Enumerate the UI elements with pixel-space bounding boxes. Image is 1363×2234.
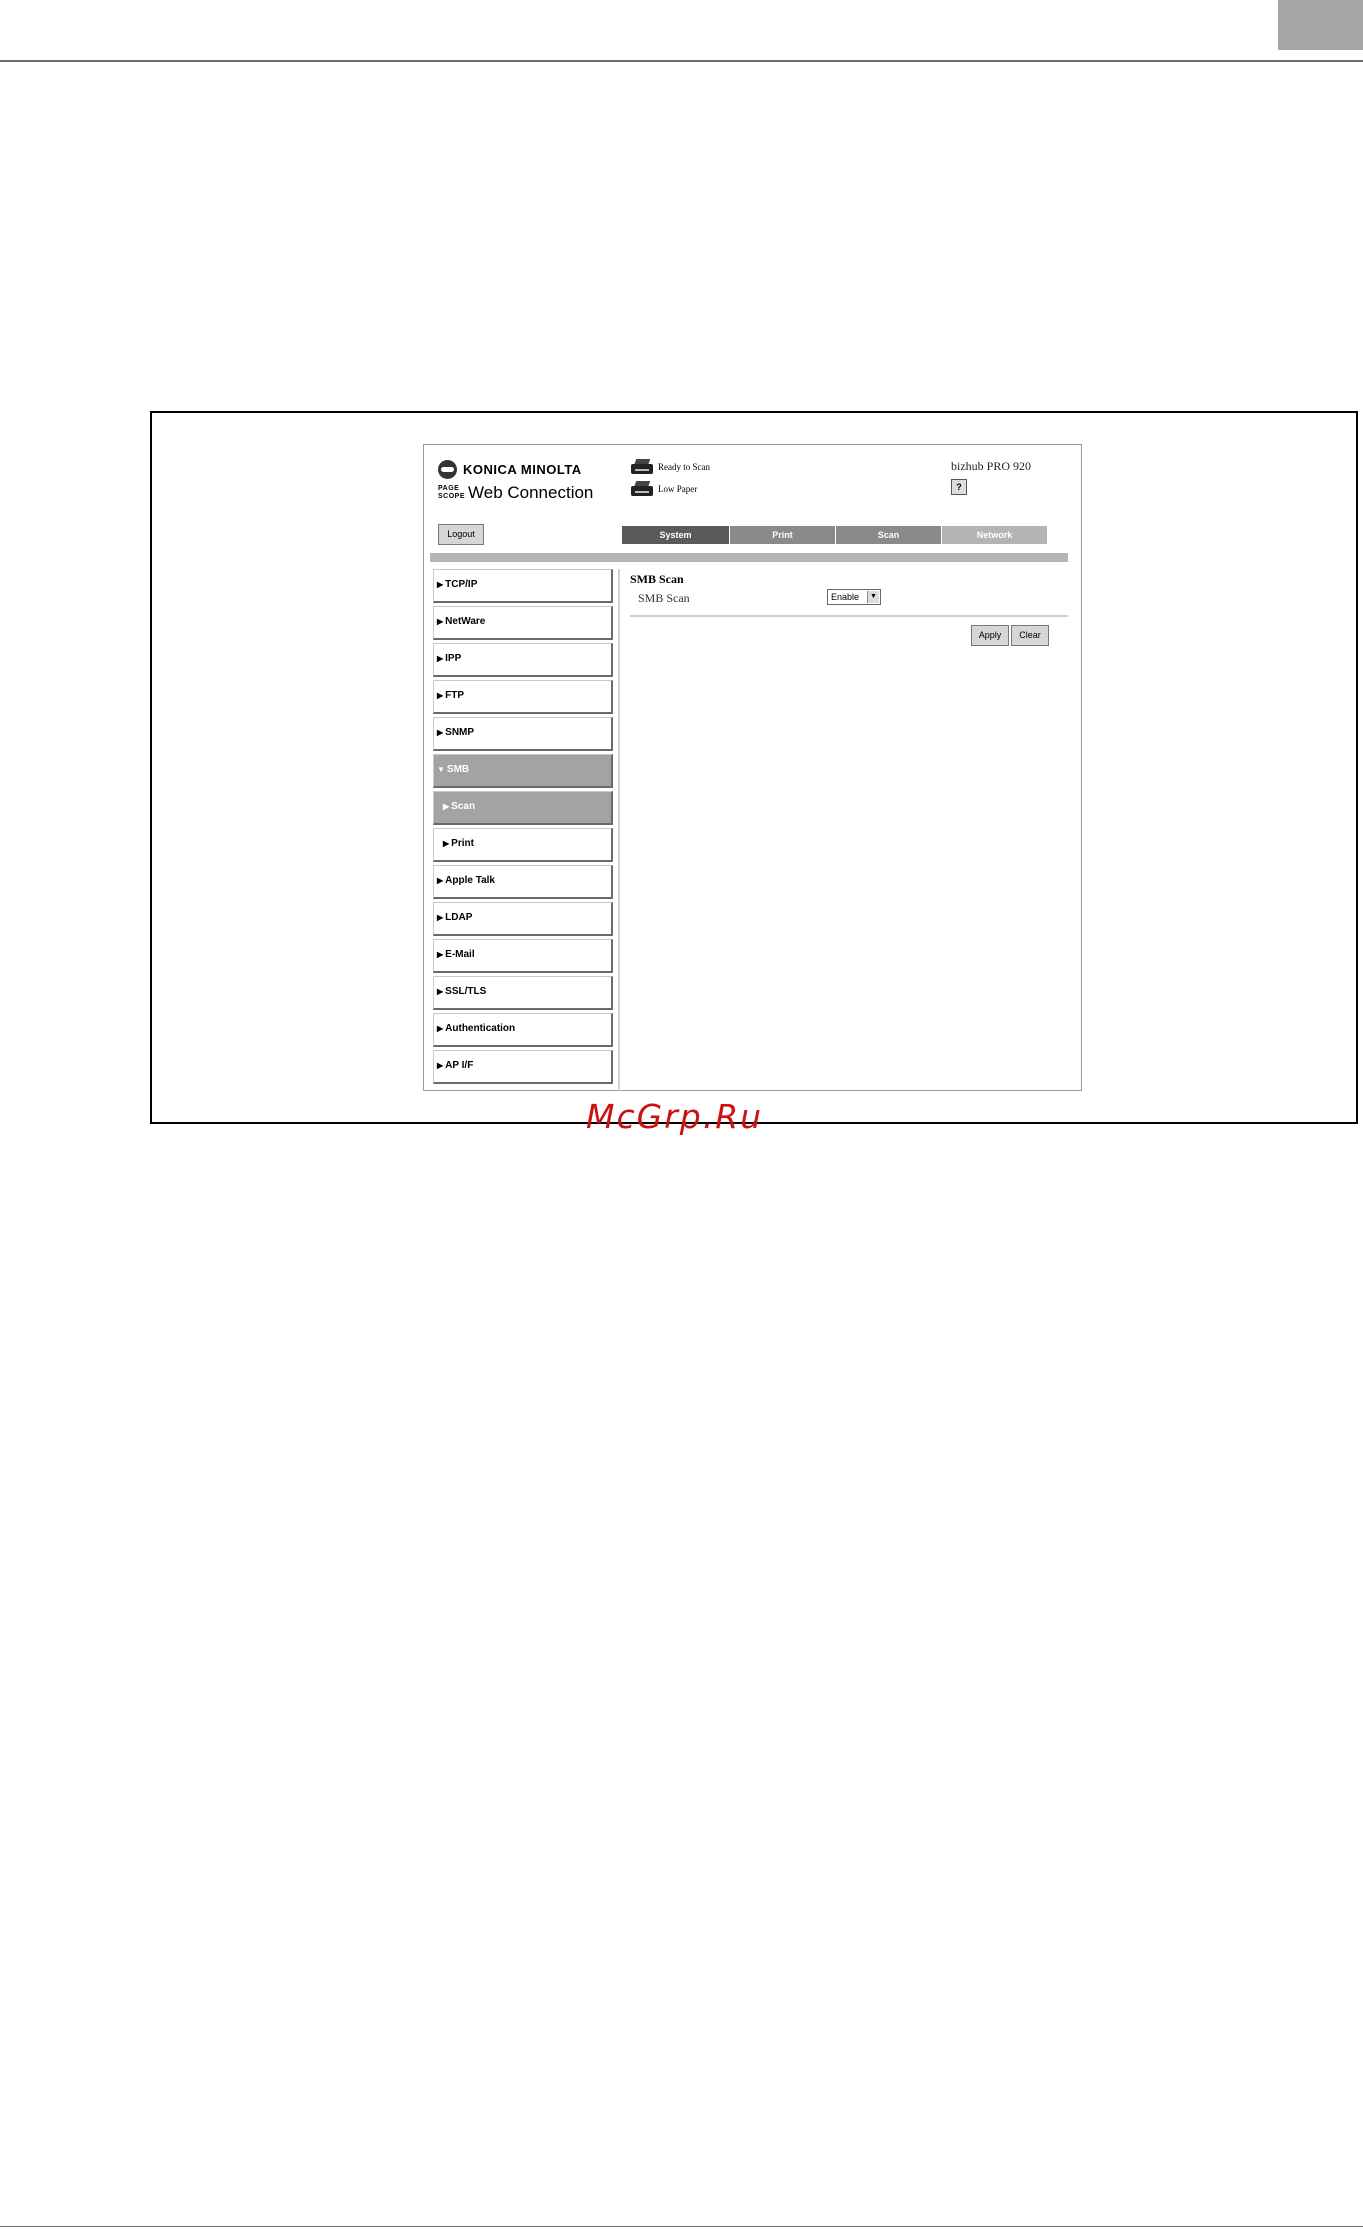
arrow-icon: ▶ — [437, 654, 444, 663]
arrow-icon: ▶ — [437, 617, 444, 626]
sidebar-item-snmp[interactable] — [433, 717, 613, 751]
model-name: bizhub PRO 920 — [951, 459, 1032, 473]
sidebar-item-label: Apple Talk — [445, 875, 495, 886]
printer-icon — [631, 481, 653, 496]
arrow-icon: ▶ — [443, 839, 450, 848]
sidebar-subitem-scan[interactable] — [433, 791, 613, 825]
arrow-icon: ▶ — [437, 580, 444, 589]
sidebar-divider — [618, 569, 620, 1089]
sidebar-item-apple-talk[interactable] — [433, 865, 613, 899]
status-ready-text: Ready to Scan — [658, 461, 710, 472]
brand-logo — [438, 460, 582, 479]
sidebar-item-email[interactable] — [433, 939, 613, 973]
sidebar-item-label: NetWare — [445, 616, 486, 627]
sidebar-item-ap-if[interactable] — [433, 1050, 613, 1084]
select-value: Enable — [831, 592, 860, 602]
sidebar-item-label: Scan — [451, 801, 476, 812]
smb-scan-select[interactable] — [827, 589, 881, 605]
button-row — [630, 625, 1068, 649]
arrow-icon: ▶ — [443, 802, 450, 811]
arrow-icon: ▶ — [437, 987, 444, 996]
brand-name: KONICA MINOLTA — [463, 462, 582, 477]
sidebar-item-ssl-tls[interactable] — [433, 976, 613, 1010]
pagescope-top: PAGE — [438, 485, 460, 492]
sidebar — [433, 569, 613, 1087]
arrow-icon: ▶ — [437, 691, 444, 700]
arrow-down-icon: ▼ — [437, 765, 445, 774]
status-ready — [631, 459, 710, 474]
clear-button[interactable]: Clear — [1011, 625, 1049, 646]
arrow-icon: ▶ — [437, 728, 444, 737]
main-tabs — [622, 526, 1047, 544]
apply-button[interactable]: Apply — [971, 625, 1009, 646]
tab-system[interactable]: System — [622, 526, 729, 544]
pagescope-bottom: SCOPE — [438, 493, 466, 500]
sidebar-subitem-print[interactable] — [433, 828, 613, 862]
sidebar-item-netware[interactable] — [433, 606, 613, 640]
tab-scan[interactable]: Scan — [835, 526, 941, 544]
help-icon[interactable]: ? — [951, 479, 967, 495]
sidebar-item-label: IPP — [445, 653, 462, 664]
printer-icon — [631, 459, 653, 474]
main-content — [630, 572, 1068, 649]
header-rule — [0, 60, 1363, 62]
tab-network[interactable]: Network — [941, 526, 1047, 544]
dropdown-arrow-icon: ▼ — [867, 591, 879, 603]
sidebar-item-label: AP I/F — [445, 1060, 474, 1071]
arrow-icon: ▶ — [437, 1061, 444, 1070]
sidebar-item-label: FTP — [445, 690, 465, 701]
product-logo — [438, 483, 593, 503]
arrow-icon: ▶ — [437, 950, 444, 959]
arrow-icon: ▶ — [437, 1024, 444, 1033]
sidebar-item-tcpip[interactable] — [433, 569, 613, 603]
sidebar-item-ldap[interactable] — [433, 902, 613, 936]
sidebar-item-label: SMB — [446, 764, 470, 775]
tab-print[interactable]: Print — [729, 526, 835, 544]
logout-button[interactable]: Logout — [438, 524, 484, 545]
watermark: McGrp.Ru — [586, 1097, 764, 1136]
sidebar-item-smb[interactable] — [433, 754, 613, 788]
section-title: SMB Scan — [630, 572, 684, 586]
sidebar-item-ipp[interactable] — [433, 643, 613, 677]
setting-row — [630, 589, 1068, 609]
arrow-icon: ▶ — [437, 913, 444, 922]
status-paper-text: Low Paper — [658, 483, 698, 494]
sidebar-item-label: LDAP — [445, 912, 473, 923]
sidebar-item-authentication[interactable] — [433, 1013, 613, 1047]
sidebar-item-label: SNMP — [445, 727, 475, 738]
sidebar-item-label: E-Mail — [445, 949, 475, 960]
pagescope-icon — [438, 483, 466, 503]
sidebar-item-label: SSL/TLS — [445, 986, 487, 997]
footer-rule — [0, 2226, 1363, 2227]
page-corner-tab — [1278, 0, 1363, 50]
konica-minolta-logo-icon — [438, 460, 457, 479]
content-divider — [630, 615, 1068, 617]
status-paper — [631, 481, 697, 496]
product-name: Web Connection — [468, 483, 594, 502]
sidebar-item-label: TCP/IP — [445, 579, 478, 590]
setting-label: SMB Scan — [638, 591, 690, 605]
sidebar-item-ftp[interactable] — [433, 680, 613, 714]
sidebar-item-label: Print — [451, 838, 474, 849]
header-bar — [430, 553, 1068, 562]
sidebar-item-label: Authentication — [445, 1023, 516, 1034]
web-connection-screenshot — [423, 444, 1082, 1091]
arrow-icon: ▶ — [437, 876, 444, 885]
